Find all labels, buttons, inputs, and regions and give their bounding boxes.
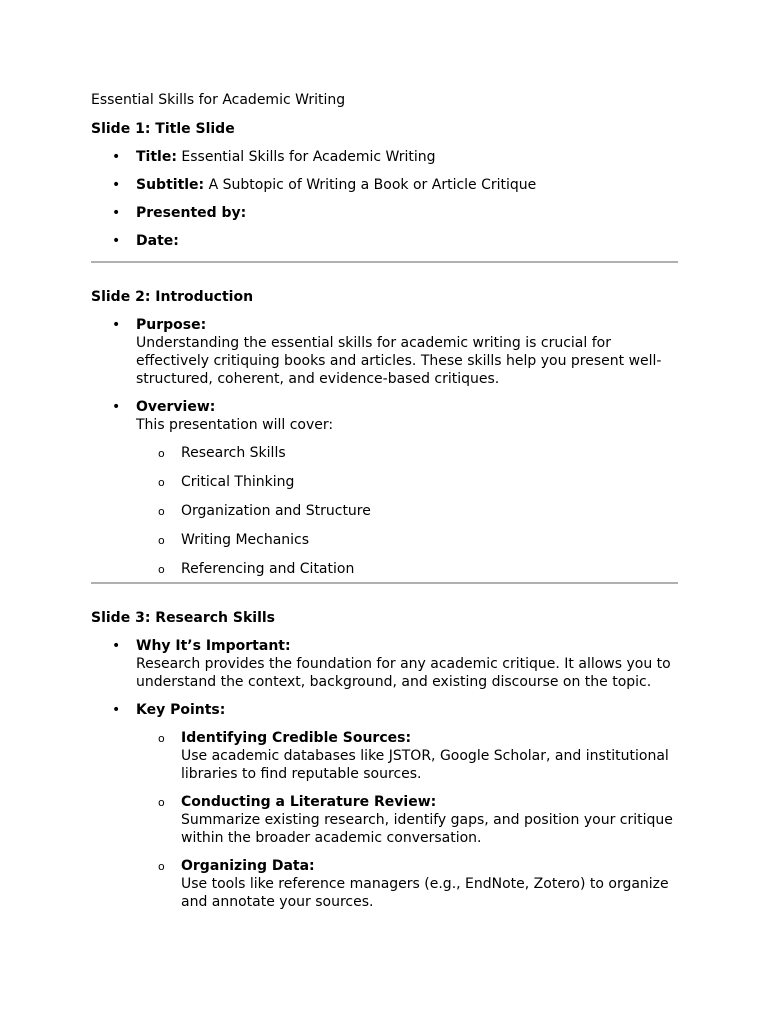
section-divider	[91, 261, 678, 263]
document-title: Essential Skills for Academic Writing	[91, 92, 346, 108]
slide2-topics-list	[136, 444, 678, 578]
slide3-why-text: Research provides the foundation for any academic critique. It allows you to understand the context, background, and existing discourse on the topic.	[136, 656, 671, 690]
point-label: o Conducting a Literature Review:	[181, 794, 437, 810]
section-divider	[91, 582, 678, 584]
list-item	[91, 793, 678, 847]
list-item: o Research Skills	[91, 444, 678, 462]
slide2-purpose-label: • Purpose:	[136, 317, 207, 333]
slide1-subtitle-value: A Subtopic of Writing a Book or Article Critique	[208, 177, 537, 193]
slide1-title-value: Essential Skills for Academic Writing	[181, 149, 436, 165]
slide3-key-label: • Key Points:	[136, 702, 226, 718]
list-item	[91, 857, 678, 911]
slide2-purpose-text: Understanding the essential skills for academic writing is crucial for effectively critiquing books and articles. These skills help you present well-structured, coherent, and evidence-based critiques.	[136, 335, 662, 387]
slide1-presented-label: Presented by:	[136, 205, 247, 221]
point-text: Use tools like reference managers (e.g., EndNote, Zotero) to organize and annotate your sources.	[181, 876, 669, 910]
point-label: o Identifying Credible Sources:	[181, 730, 412, 746]
point-label: o Organizing Data:	[181, 858, 315, 874]
point-text: Use academic databases like JSTOR, Google Scholar, and institutional libraries to find reputable sources.	[181, 748, 669, 782]
slide3-list	[91, 637, 678, 911]
slide2-overview-label: • Overview:	[136, 399, 216, 415]
slide3-heading: Slide 3: Research Skills	[91, 610, 276, 626]
slide2-purpose-item	[91, 316, 678, 388]
slide1-title-item	[91, 148, 678, 166]
slide1-presented-item	[91, 204, 678, 222]
slide1-subtitle-label: Subtitle:	[136, 177, 205, 193]
slide1-list	[91, 148, 678, 250]
slide3-why-item	[91, 637, 678, 691]
point-text: Summarize existing research, identify gaps, and position your critique within the broader academic conversation.	[181, 812, 673, 846]
slide2-overview-text: This presentation will cover:	[136, 417, 334, 433]
list-item: o Organization and Structure	[91, 502, 678, 520]
slide2-heading: Slide 2: Introduction	[91, 289, 254, 305]
slide1-date-label: Date:	[136, 233, 179, 249]
slide2-list	[91, 316, 678, 578]
slide3-key-item	[91, 701, 678, 911]
slide1-subtitle-item	[91, 176, 678, 194]
list-item: o Referencing and Citation	[91, 560, 678, 578]
list-item: o Critical Thinking	[91, 473, 678, 491]
slide3-why-label: • Why It’s Important:	[136, 638, 291, 654]
document-page	[91, 91, 678, 911]
slide2-overview-item	[91, 398, 678, 578]
slide1-title-label: Title:	[136, 149, 177, 165]
slide1-date-item	[91, 232, 678, 250]
slide3-points-list	[136, 729, 678, 911]
list-item	[91, 729, 678, 783]
slide1-heading: Slide 1: Title Slide	[91, 121, 235, 137]
list-item: o Writing Mechanics	[91, 531, 678, 549]
